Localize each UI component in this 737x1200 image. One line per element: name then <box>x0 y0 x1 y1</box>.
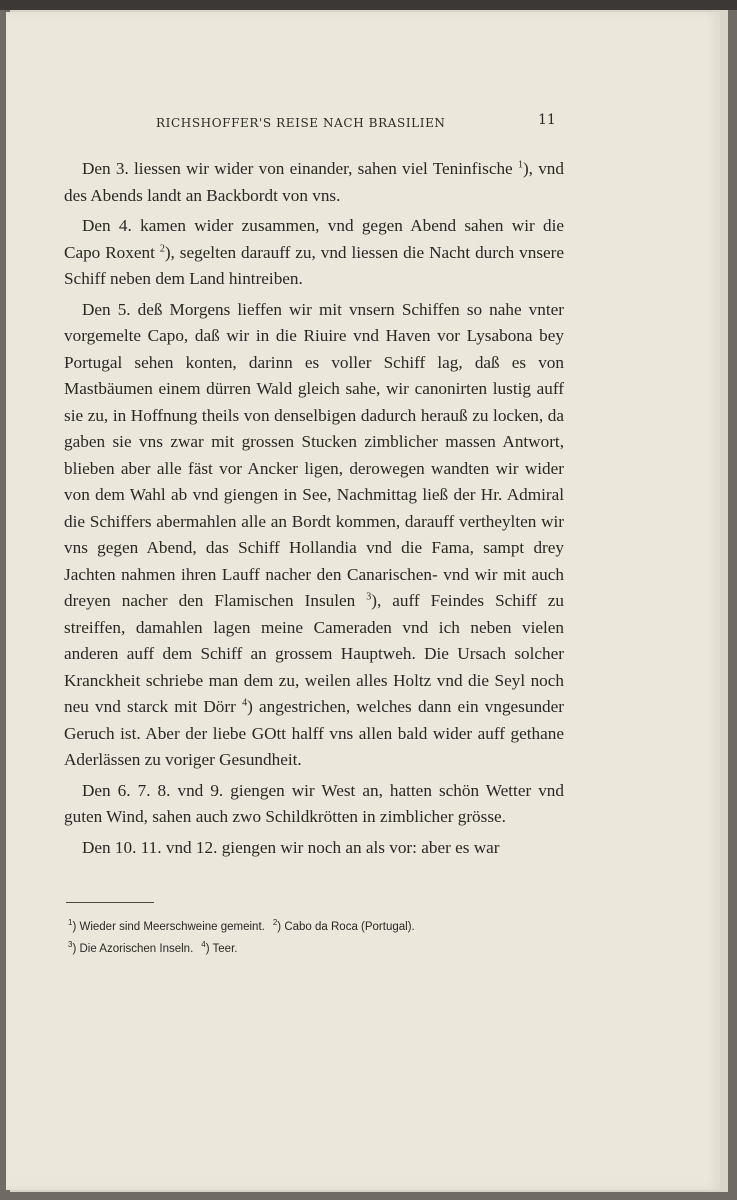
body-text <box>64 156 564 865</box>
footnote-mark: 4 <box>201 939 206 949</box>
footnote-ref: 4 <box>242 697 248 709</box>
footnotes <box>68 914 548 958</box>
footnote-text: ) Die Azorischen Inseln. <box>72 942 194 955</box>
footnote-text: ) Teer. <box>205 942 238 955</box>
footnote-line <box>68 936 548 958</box>
running-header: RICHSHOFFER'S REISE NACH BRASILIEN <box>156 116 446 130</box>
footnote-mark: 3 <box>68 939 73 949</box>
paragraph: Den 6. 7. 8. vnd 9. giengen wir West an, hatten schön Wetter vnd guten Wind, sahen auch zwo Schildkrötten in zimblicher grösse. <box>64 780 564 826</box>
footnote-mark: 2 <box>272 918 278 927</box>
footnote-line <box>68 914 548 936</box>
paragraph: Den 10. 11. vnd 12. giengen wir noch an als vor: aber es war <box>82 837 500 857</box>
footnote-mark: 1 <box>68 918 73 927</box>
footnote-ref: 1 <box>517 159 523 171</box>
footnote-ref: 3 <box>366 591 372 603</box>
footnote-divider <box>66 902 154 903</box>
footnote-ref: 2 <box>159 242 165 254</box>
footnote-text: ) Cabo da Roca (Portugal). <box>277 920 415 933</box>
paragraph: Den 5. deß Morgens lieffen wir mit vnsern Schiffen so nahe vnter vorgemelte Capo, daß wir in die Riuire vnd Haven vor Lysabona bey Portugal sehen konten, darinn es voller Schiff lag, daß es von Mastbäumen einem dürren Wald gleich sahe, wir canonirten lustig auff sie zu, in Hoffnung theils von denselbigen dadurch herauß zu locken, da gaben sie vns zwar mit grossen Stucken zimblicher massen Antwort, blieben aber alle fäst vor Ancker ligen, derowegen wandten wir wider von dem Wahl ab vnd giengen in See, Nachmittag ließ der Hr. Admiral die Schiffers abermahlen alle an Bordt kommen, darauff vertheylten wir vns gegen Abend, das Schiff Hollandia vnd die Fama, sampt drey Jachten nahmen ihren Lauff nacher den Canarischen- vnd wir mit auch dreyen nacher den Flamischen Insulen $^3$), auff Feindes Schiff zu streiffen, damahlen lagen meine Cameraden vnd ich neben vielen anderen auff dem Schiff an grossem Hauptweh. Die Ursach solcher Kranckheit schriebe man dem zu, weilen alles Holtz vnd die Seyl noch neu vnd starck mit Dörr $^4$) angestrichen, welches dann ein vngesunder Geruch ist. Aber der liebe GOtt halff vns allen bald wider auff gethane Aderlässen zu voriger Gesundheit. <box>64 299 565 769</box>
footnote-text: ) Wieder sind Meerschweine gemeint. <box>72 920 265 933</box>
book-page <box>6 12 720 1190</box>
paragraph: Den 4. kamen wider zusammen, vnd gegen Abend sahen wir die Capo Roxent $^2$), segelten darauff zu, vnd liessen die Nacht durch vnsere Schiff neben dem Land hintreiben. <box>64 216 564 288</box>
page-number: 11 <box>538 112 556 128</box>
paragraph: Den 3. liessen wir wider von einander, sahen viel Teninfische $^1$), vnd des Abends landt an Backbordt von vns. <box>64 159 564 205</box>
scan-top-edge <box>0 0 737 10</box>
